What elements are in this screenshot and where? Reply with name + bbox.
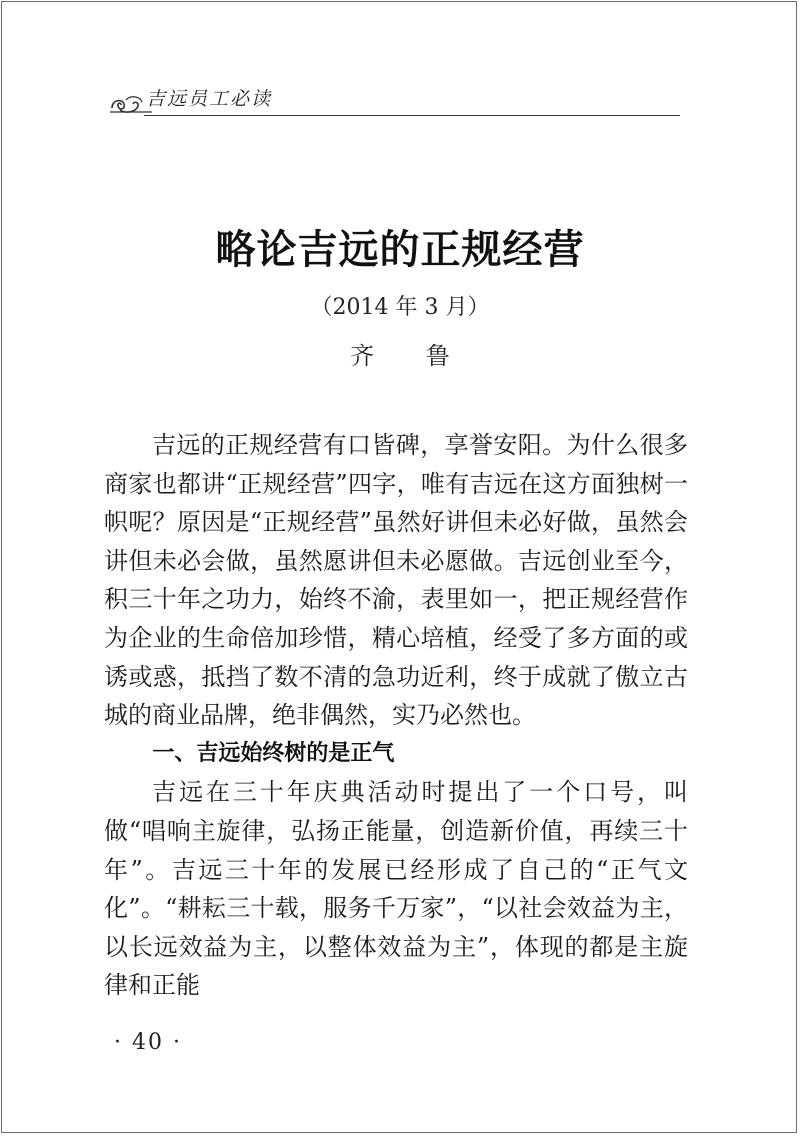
article-title: 略论吉远的正规经营: [215, 227, 585, 273]
running-header: [108, 84, 680, 118]
article-body: [104, 426, 688, 1005]
section-heading: 一、吉远始终树的是正气: [152, 740, 395, 766]
page-number: · 40 ·: [114, 1030, 182, 1055]
running-header-title: 吉远员工必读: [146, 88, 273, 110]
body-paragraph: 吉远在三十年庆典活动时提出了一个口号，叫做“唱响主旋律，弘扬正能量，创造新价值，再续三十年”。吉远三十年的发展已经形成了自己的“正气文化”。“耕耘三十载，服务千万家”，“以社会效益为主，以长远效益为主，以整体效益为主”，体现的都是主旋律和正能: [104, 778, 688, 1000]
article-author: 齐 鲁: [350, 342, 472, 370]
header-rule: [144, 115, 680, 116]
article-date: （2014 年 3 月）: [310, 295, 490, 320]
body-paragraph: 吉远的正规经营有口皆碑，享誉安阳。为什么很多商家也都讲“正规经营”四字，唯有吉远在这方面独树一帜呢？原因是“正规经营”虽然好讲但未必好做，虽然会讲但未必会做，虽然愿讲但未必愿做。吉远创业至今，积三十年之功力，始终不渝，表里如一，把正规经营作为企业的生命倍加珍惜，精心培植，经受了多方面的或诱或惑，抵挡了数不清的急功近利，终于成就了傲立古城的商业品牌，绝非偶然，实乃必然也。: [104, 431, 688, 730]
